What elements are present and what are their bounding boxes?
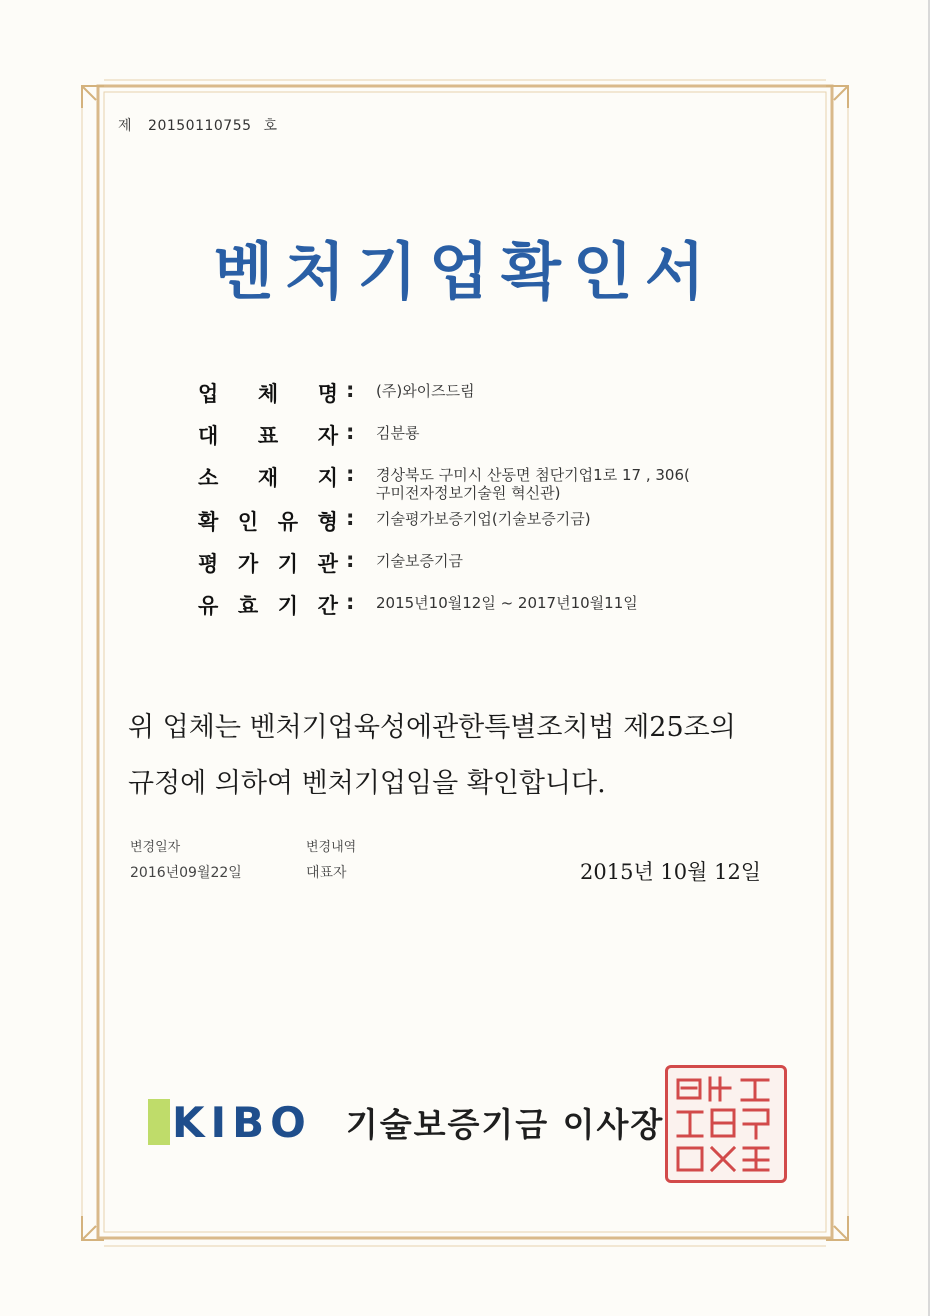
info-label — [198, 548, 338, 578]
kibo-logo-mark — [148, 1099, 170, 1145]
info-label-char: 체 — [257, 382, 279, 406]
info-label — [198, 378, 338, 408]
info-row-address — [198, 460, 838, 504]
company-info — [198, 376, 838, 630]
info-label-char: 가 — [237, 552, 259, 576]
info-label — [198, 590, 338, 620]
info-colon: : — [346, 378, 355, 402]
info-value: (주)와이즈드림 — [376, 382, 475, 400]
issuer-name: 기술보증기금 이사장 — [345, 1104, 665, 1144]
certificate-number-suffix: 호 — [263, 118, 278, 134]
info-colon: : — [346, 462, 355, 486]
info-label-char: 기 — [277, 552, 299, 576]
change-content-value: 대표자 — [306, 865, 347, 881]
confirmation-statement — [128, 700, 828, 812]
info-colon: : — [346, 420, 355, 444]
info-label-char: 인 — [237, 510, 259, 534]
info-value: 경상북도 구미시 산동면 첨단기업1로 17 , 306( 구미전자정보기술원 혁신관) — [376, 466, 690, 502]
statement-line-1: 위 업체는 벤처기업육성에관한특별조치법 제25조의 — [128, 712, 736, 743]
info-label-char: 간 — [317, 594, 338, 618]
info-value: 김분룡 — [376, 424, 420, 442]
certificate-title: 벤처기업확인서 — [213, 235, 717, 308]
info-label-char: 재 — [257, 466, 279, 490]
info-label-char: 명 — [317, 382, 338, 406]
issue-date: 2015년 10월 12일 — [580, 860, 762, 884]
statement-line-2: 규정에 의하여 벤처기업임을 확인합니다. — [128, 768, 606, 799]
info-row-representative — [198, 418, 838, 460]
info-label-char: 유 — [277, 510, 299, 534]
official-seal-stamp — [665, 1065, 787, 1183]
info-label-char: 확 — [198, 510, 219, 534]
info-label-char: 기 — [277, 594, 299, 618]
certificate-number — [118, 115, 278, 135]
info-value: 기술보증기금 — [376, 552, 463, 570]
info-row-confirmation-type — [198, 504, 838, 546]
issuer — [148, 1097, 664, 1147]
info-label — [198, 506, 338, 536]
certificate-number-value: 20150110755 — [148, 118, 252, 134]
certificate-number-prefix: 제 — [118, 118, 133, 134]
info-colon: : — [346, 548, 355, 572]
info-label-char: 효 — [237, 594, 259, 618]
info-colon: : — [346, 506, 355, 530]
info-row-validity-period — [198, 588, 838, 630]
info-label — [198, 462, 338, 492]
change-date-label: 변경일자 — [130, 840, 181, 855]
info-label — [198, 420, 338, 450]
info-value: 기술평가보증기업(기술보증기금) — [376, 510, 591, 528]
change-date-value: 2016년09월22일 — [130, 865, 242, 881]
info-label-char: 유 — [198, 594, 219, 618]
info-label-char: 소 — [198, 466, 219, 490]
kibo-logo: KIBO — [172, 1097, 312, 1147]
info-row-company-name — [198, 376, 838, 418]
info-label-char: 관 — [317, 552, 338, 576]
info-label-char: 대 — [198, 424, 219, 448]
info-label-char: 표 — [257, 424, 279, 448]
info-colon: : — [346, 590, 355, 614]
change-content-label: 변경내역 — [306, 840, 357, 855]
info-value: 2015년10월12일 ~ 2017년10월11일 — [376, 594, 638, 612]
info-label-char: 지 — [317, 466, 338, 490]
info-label-char: 자 — [317, 424, 338, 448]
info-label-char: 평 — [198, 552, 219, 576]
info-row-evaluation-agency — [198, 546, 838, 588]
info-label-char: 업 — [198, 382, 219, 406]
info-label-char: 형 — [317, 510, 338, 534]
